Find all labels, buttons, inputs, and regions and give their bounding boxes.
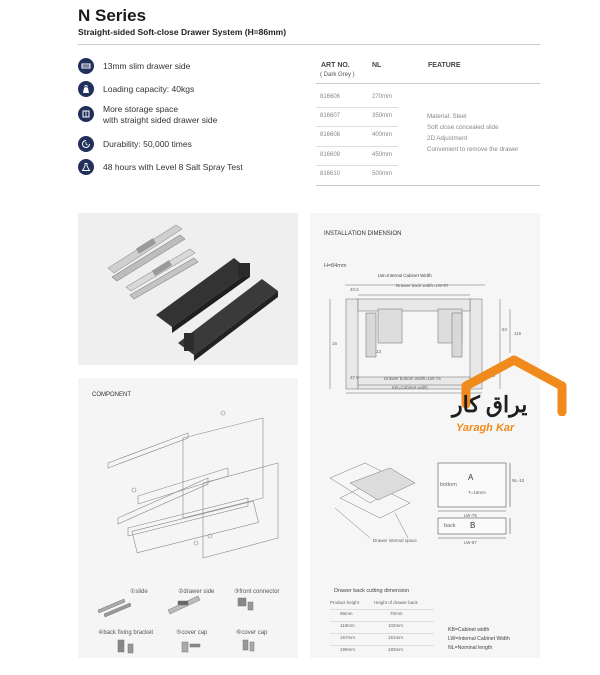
feature-item bbox=[78, 104, 217, 126]
bottom-width-label: Drawer bottom width=LW-75 bbox=[384, 376, 441, 381]
page-title: N Series bbox=[78, 6, 147, 25]
component-panel bbox=[78, 378, 298, 658]
table-bottom-rule bbox=[316, 185, 540, 186]
feature-item bbox=[78, 81, 194, 97]
cutting-header: Product height bbox=[330, 600, 360, 605]
th-feature: FEATURE bbox=[428, 62, 461, 69]
table-row-rule bbox=[316, 107, 398, 108]
exploded-drawer-diagram bbox=[108, 411, 278, 558]
dim-label: 13 bbox=[376, 349, 382, 354]
cutting-cell: 118mm bbox=[340, 623, 355, 628]
legend-kb: KB=Cabinet width bbox=[448, 627, 490, 633]
cutting-cell: 151mm bbox=[388, 635, 404, 640]
table-cell-art: 816608 bbox=[320, 132, 341, 138]
divider bbox=[78, 44, 540, 45]
dim-label: 15.5 bbox=[486, 373, 495, 378]
th-art-no: ART NO. bbox=[321, 62, 350, 69]
dim-label: 37.5 bbox=[350, 375, 359, 380]
dim-label: 115 bbox=[514, 331, 522, 336]
table-cell-nl: 450mm bbox=[372, 152, 393, 158]
table-cell-art: 816606 bbox=[320, 94, 341, 100]
dim-label: 16 bbox=[332, 341, 338, 346]
component-label: ①slide bbox=[130, 589, 148, 595]
back-panel-label: back bbox=[444, 523, 456, 529]
slim-side-icon bbox=[78, 58, 94, 74]
page-subtitle: Straight-sided Soft-close Drawer System (H=86mm) bbox=[78, 27, 287, 37]
cutting-cell: 86mm bbox=[340, 611, 353, 616]
bottom-panel-letter: A bbox=[468, 473, 474, 482]
cutting-rule bbox=[330, 609, 434, 610]
feature-item bbox=[78, 136, 192, 152]
feature-item bbox=[78, 58, 190, 74]
table-cell-nl: 400mm bbox=[372, 132, 393, 138]
lw-label: LW=Internal Cabinet Width bbox=[378, 273, 432, 278]
feature-line: Convenient to remove the drawer bbox=[427, 146, 519, 153]
product-photo bbox=[78, 213, 298, 365]
feature-item bbox=[78, 159, 243, 175]
installation-title: INSTALLATION DIMENSION bbox=[324, 231, 402, 237]
feature-text: Durability: 50,000 times bbox=[103, 139, 192, 149]
feature-text: 13mm slim drawer side bbox=[103, 61, 191, 71]
cutting-rule bbox=[330, 621, 434, 622]
feature-line: 2D Adjustment bbox=[427, 135, 468, 142]
component-label: ⑥cover cap bbox=[236, 630, 268, 636]
feature-line: Material: Steel bbox=[427, 113, 467, 120]
component-thumbnails bbox=[98, 596, 254, 653]
weight-icon bbox=[78, 81, 94, 97]
yaragh-kar-logo bbox=[446, 352, 576, 452]
back-width-label: Drawer back width=LW-87 bbox=[396, 283, 449, 288]
bottom-panel-label: bottom bbox=[440, 482, 457, 488]
th-nl: NL bbox=[372, 62, 382, 69]
cutting-rule bbox=[330, 645, 434, 646]
table-row-rule bbox=[316, 146, 398, 147]
table-cell-art: 816607 bbox=[320, 113, 341, 119]
feature-text: More storage space with straight sided drawer side bbox=[103, 104, 218, 126]
internal-space-label: Drawer internal space bbox=[373, 538, 417, 543]
bottom-panel-height: NL-10 bbox=[512, 478, 525, 483]
slide-image bbox=[108, 225, 198, 299]
back-panel-width: LW-87 bbox=[464, 540, 477, 545]
cutting-cell: 70mm bbox=[390, 611, 403, 616]
cutting-header: Height of drawer back bbox=[374, 600, 418, 605]
feature-text: 48 hours with Level 8 Salt Spray Test bbox=[103, 162, 243, 172]
flask-icon bbox=[78, 159, 94, 175]
cutting-rule bbox=[330, 633, 434, 634]
kb-label-dim: KB=Cabinet width bbox=[392, 385, 428, 390]
storage-icon bbox=[78, 106, 94, 122]
logo-latin-text: Yaragh Kar bbox=[456, 422, 515, 434]
back-panel-letter: B bbox=[470, 521, 476, 530]
table-cell-nl: 500mm bbox=[372, 171, 393, 177]
drawer-iso-diagram bbox=[330, 463, 415, 538]
table-cell-nl: 350mm bbox=[372, 113, 393, 119]
component-label: ⑤cover cap bbox=[176, 630, 208, 636]
logo-persian-text: یراق کار bbox=[452, 392, 528, 417]
feature-line: Soft close concealed slide bbox=[427, 124, 499, 131]
legend-lw: LW=Internal Cabinet Width bbox=[448, 636, 510, 642]
table-header-rule bbox=[316, 83, 540, 84]
bottom-panel-thickness: T=16mm bbox=[468, 490, 486, 495]
durability-icon bbox=[78, 136, 94, 152]
table-row-rule bbox=[316, 126, 398, 127]
dim-label: 40.5 bbox=[350, 287, 359, 292]
height-note: H=84mm bbox=[324, 263, 347, 269]
bottom-panel-width: LW-75 bbox=[464, 513, 477, 518]
component-label: ③front connector bbox=[234, 589, 280, 595]
table-cell-nl: 270mm bbox=[372, 94, 393, 100]
table-row-rule bbox=[316, 165, 398, 166]
cutting-cell: 199mm bbox=[340, 647, 356, 652]
cutting-cell: 102mm bbox=[388, 623, 404, 628]
table-cell-art: 816609 bbox=[320, 152, 341, 158]
component-title: COMPONENT bbox=[92, 392, 131, 398]
component-label: ④back fixing bracket bbox=[98, 630, 154, 636]
cutting-cell: 167mm bbox=[340, 635, 356, 640]
th-art-sub: ( Dark Grey ) bbox=[320, 72, 355, 78]
feature-text: Loading capacity: 40kgs bbox=[103, 84, 195, 94]
table-cell-art: 816610 bbox=[320, 171, 341, 177]
legend-nl: NL=Nominal length bbox=[448, 645, 493, 651]
component-label: ②drawer side bbox=[178, 589, 215, 595]
cutting-cell: 183mm bbox=[388, 647, 404, 652]
dim-label: 84 bbox=[502, 327, 508, 332]
cutting-title: Drawer back cutting dimension bbox=[334, 588, 410, 594]
